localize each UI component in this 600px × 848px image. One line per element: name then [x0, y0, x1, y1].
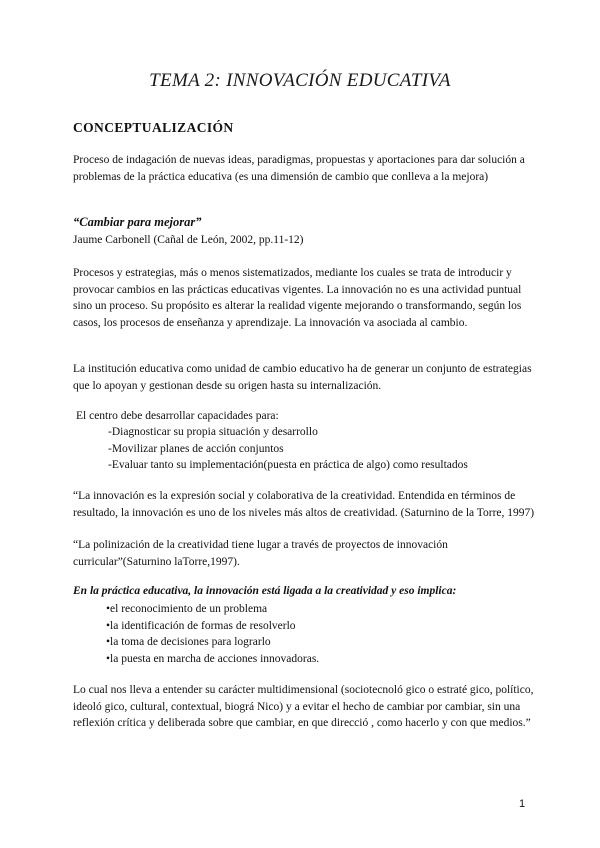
list-item: •la toma de decisiones para lograrlo [106, 636, 271, 648]
list-item: -Evaluar tanto su implementación(puesta en práctica de algo) como resultados [108, 459, 468, 471]
quote-title: “Cambiar para mejorar” [73, 215, 202, 229]
creativity-quote-1: “La innovación es la expresión social y colaborativa de la creatividad. Entendida en términos de resultado, la innovación es uno de los niveles más altos de creatividad. (Saturnino de la Torre, 1997) [73, 490, 535, 519]
page-title: TEMA 2: INNOVACIÓN EDUCATIVA [149, 70, 451, 91]
list-item: -Movilizar planes de acción conjuntos [108, 442, 284, 455]
institution-paragraph: La institución educativa como unidad de cambio educativo ha de generar un conjunto de estrategias que lo apoyan y gestionan desde su origen hasta su internalización. [73, 363, 532, 392]
definition-paragraph: Proceso de indagación de nuevas ideas, paradigmas, propuestas y aportaciones para dar solución a problemas de la práctica educativa (es una dimensión de cambio que conlleva a la mejora) [73, 154, 525, 183]
center-intro: El centro debe desarrollar capacidades para: [76, 410, 279, 422]
list-item: •la puesta en marcha de acciones innovadoras. [106, 652, 320, 665]
list-item: •el reconocimiento de un problema [106, 603, 268, 615]
section-heading: CONCEPTUALIZACIÓN [73, 120, 234, 135]
practice-heading: En la práctica educativa, la innovación está ligada a la creatividad y eso implica: [73, 585, 457, 597]
center-capabilities-list [108, 424, 468, 474]
list-item: •la identificación de formas de resolverlo [106, 619, 296, 632]
processes-paragraph: Procesos y estrategias, más o menos sistematizados, mediante los cuales se trata de introducir y provocar cambios en las prácticas educativas vigentes. La innovación no es una actividad puntual sino un proceso. Su propósito es alterar la realidad vigente mejorando o transformando, según los casos, los procesos de enseñanza y aprendizaje. La innovación va asociada al cambio. [73, 267, 522, 329]
quote-author: Jaume Carbonell (Cañal de León, 2002, pp.11-12) [73, 234, 304, 246]
list-item: -Diagnosticar su propia situación y desarrollo [108, 426, 318, 438]
conclusion-paragraph: Lo cual nos lleva a entender su carácter multidimensional (sociotecnoló gico o estraté gico, político, ideoló gico, cultural, contextual, biográ Nico) y a evitar el hecho de cambiar por cambiar, sin una reflexión crítica y deliberada sobre que cambiar, en que direcció , como hacerlo y con que medios.” [73, 684, 534, 729]
creativity-quote-2: “La polinización de la creatividad tiene lugar a través de proyectos de innovación curricular”(Saturnino laTorre,1997). [73, 539, 448, 568]
practice-list [106, 601, 319, 667]
page-number: 1 [519, 798, 526, 810]
